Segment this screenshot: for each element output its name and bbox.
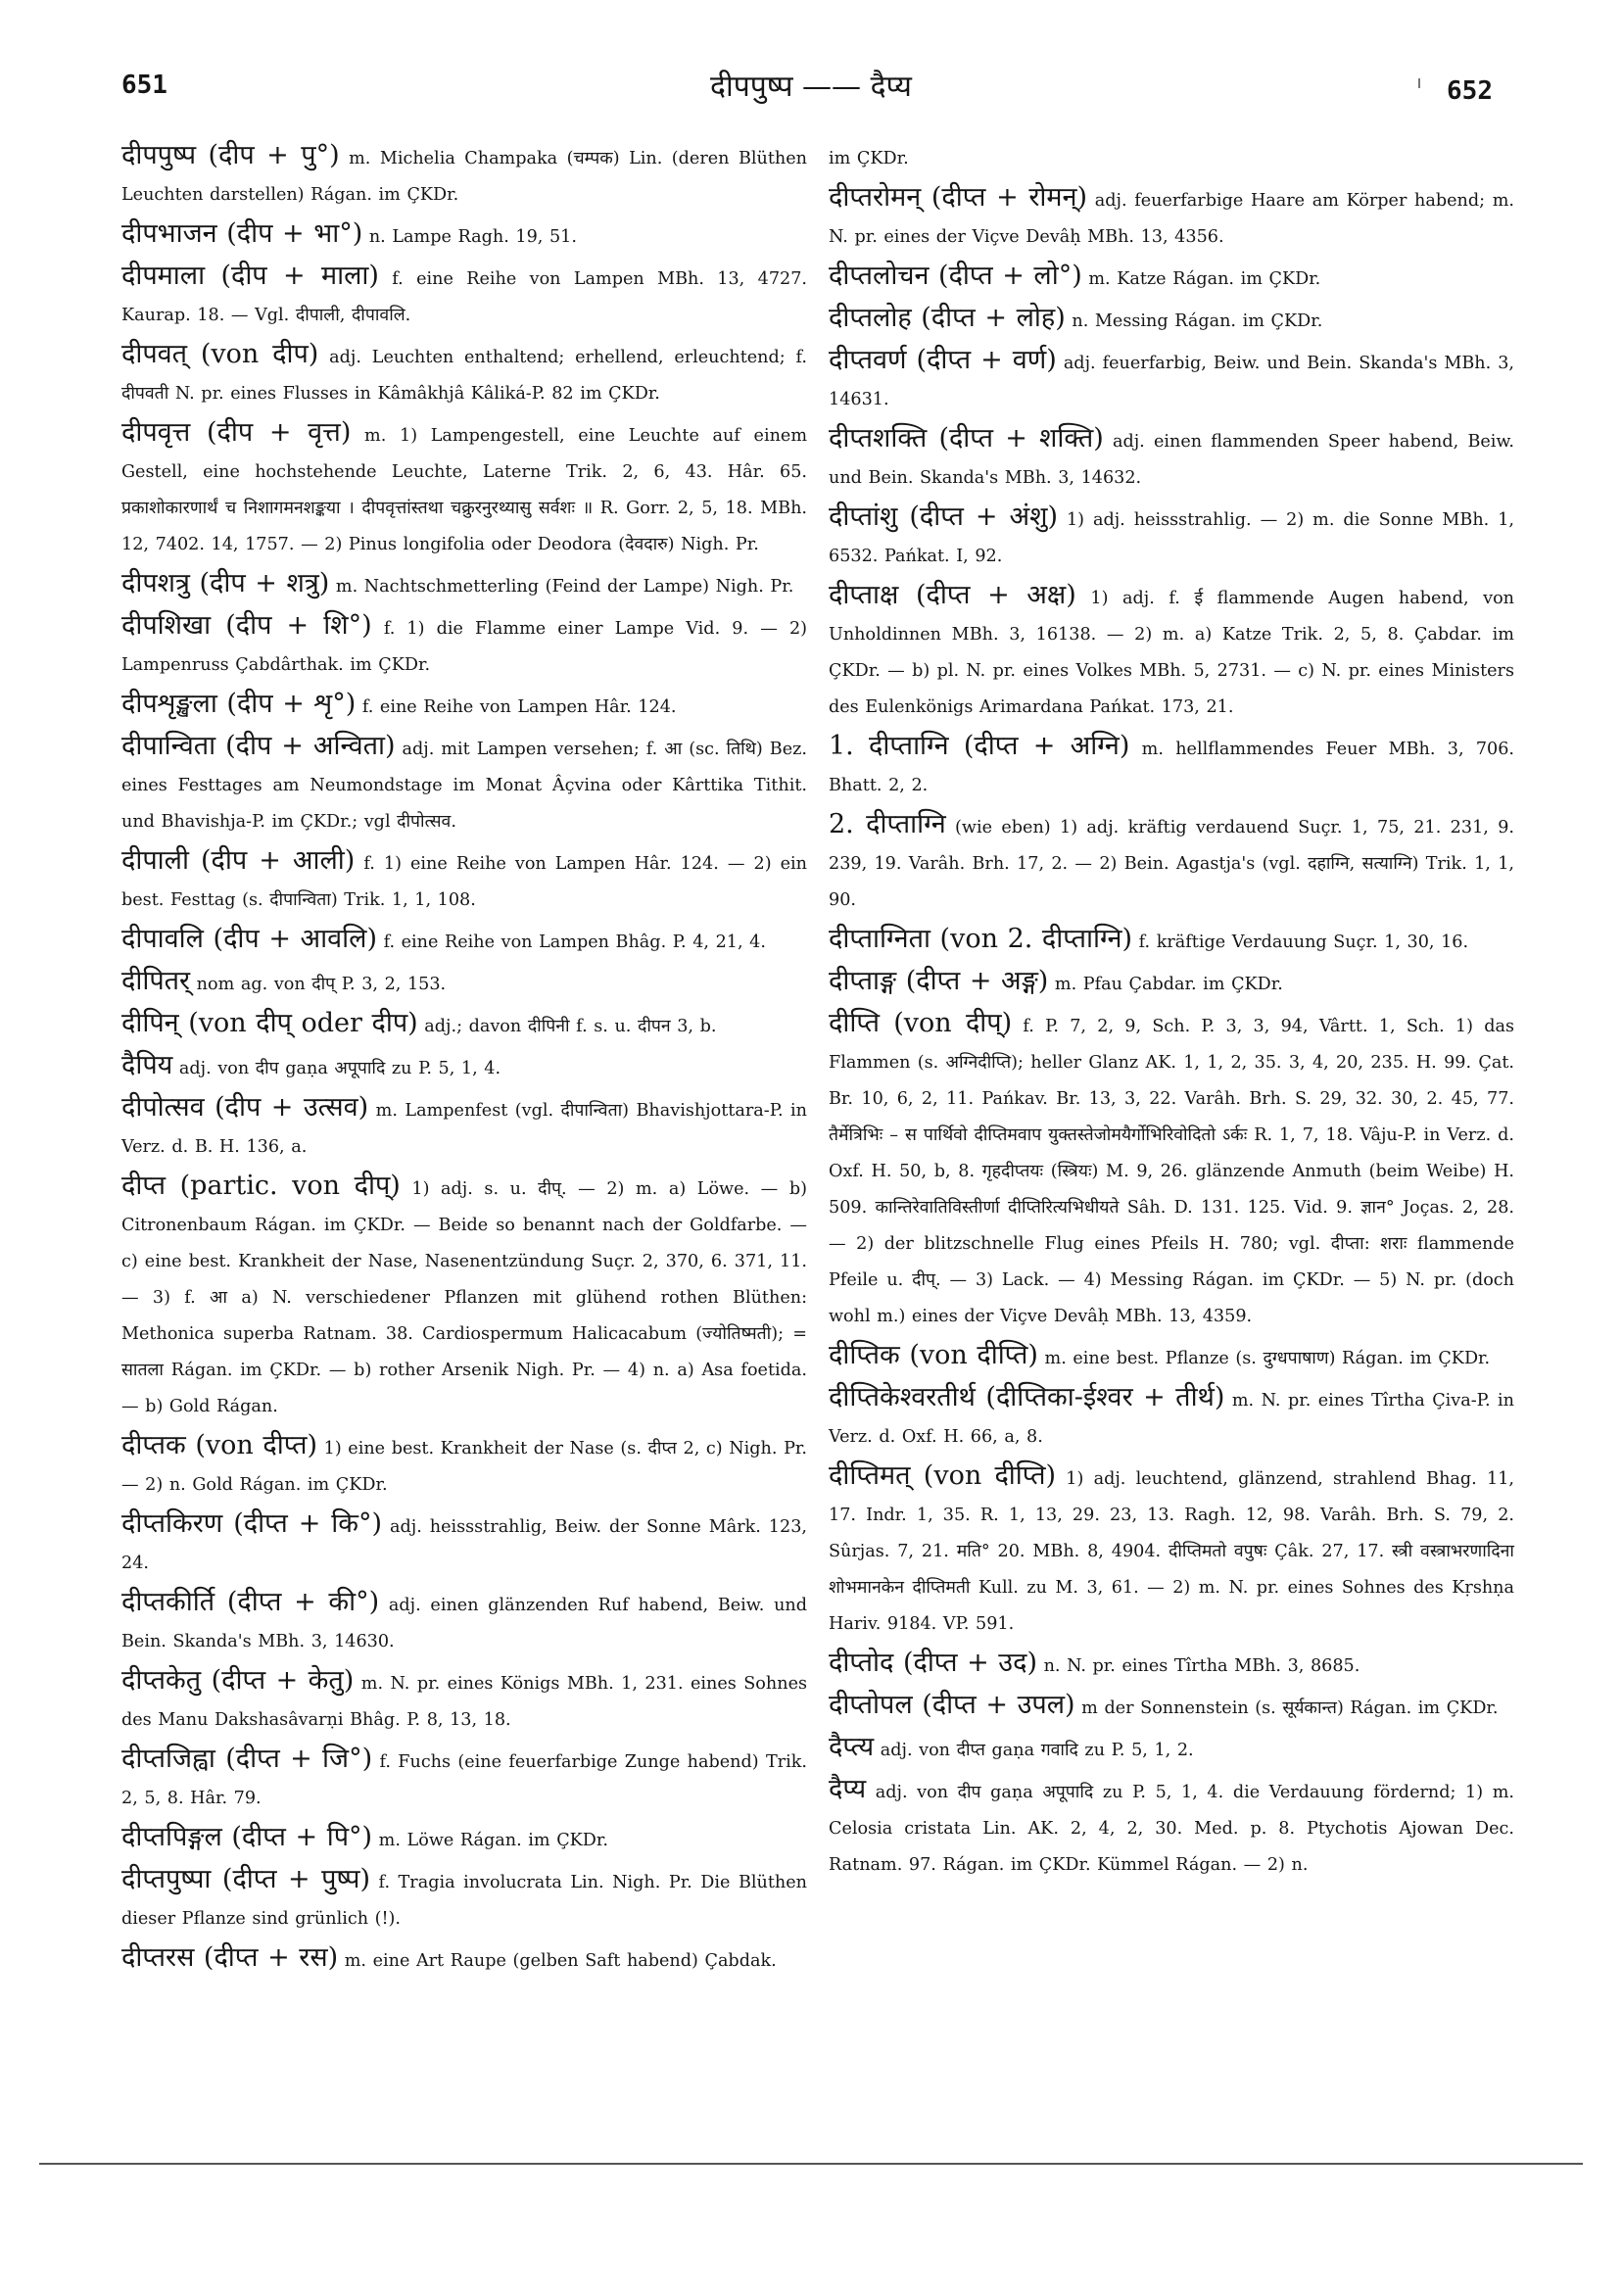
- entry-text: m. eine best. Pflanze (s. दुग्धपाषाण) Rágan. im ÇKDr.: [1037, 1349, 1491, 1368]
- entry-headword: दीप्तांशु (दीप्त + अंशु): [829, 502, 1058, 532]
- entry-headword: दीप्त (partic. von दीप्): [121, 1171, 401, 1201]
- entry-headword: दीपवृत्त (दीप + वृत्त): [121, 417, 352, 448]
- dictionary-entry: [121, 1861, 807, 1937]
- entry-headword: दीपिन् (von दीप् oder दीप): [121, 1008, 418, 1038]
- entry-headword: 2. दीप्ताग्नि: [829, 809, 946, 839]
- entry-headword: दीप्तलोह (दीप्त + लोह): [829, 303, 1066, 333]
- entry-headword: दीप्तपुष्पा (दीप्त + पुष्प): [121, 1864, 371, 1894]
- dictionary-entry: [829, 179, 1514, 256]
- entry-text: m der Sonnenstein (s. सूर्यकान्त) Rágan. im ÇKDr.: [1074, 1698, 1499, 1718]
- dictionary-entry: [829, 577, 1514, 726]
- entry-headword: दीप्तपिङ्गल (दीप्त + पि°): [121, 1822, 373, 1852]
- dictionary-entry: [121, 258, 807, 334]
- entry-headword: दीप्तिकेश्वरतीर्थ (दीप्तिका-ईश्वर + तीर्थ): [829, 1382, 1225, 1412]
- dictionary-entry: [829, 1729, 1514, 1769]
- entry-text: adj. von दीप gaṇa अपूपादि zu P. 5, 1, 4. die Verdauung fördernd; 1) m. Celosia cristata Lin. AK. 2, 4, 2, 30. Med. p. 8. Ptychotis Ajowan Dec. Ratnam. 97. Rágan. im ÇKDr. Kümmel Rágan. — 2) n.: [829, 1783, 1514, 1875]
- entry-text: m. eine Art Raupe (gelben Saft habend) Çabdak.: [338, 1951, 777, 1971]
- dictionary-entry: [121, 1427, 807, 1504]
- entry-text: f. Tragia involucrata Lin. Nigh. Pr. Die Blüthen dieser Pflanze sind grünlich (!).: [121, 1873, 807, 1929]
- entry-headword: दीपान्विता (दीप + अन्विता): [121, 731, 396, 761]
- entry-headword: 1. दीप्ताग्नि (दीप्त + अग्नि): [829, 731, 1130, 761]
- entry-headword: दीप्तोपल (दीप्त + उपल): [829, 1690, 1075, 1720]
- entry-text: adj.; davon दीपिनी f. s. u. दीपन 3, b.: [417, 1017, 717, 1036]
- dictionary-entry: [829, 806, 1514, 919]
- dictionary-entry: [829, 1458, 1514, 1643]
- entry-headword: दीपभाजन (दीप + भा°): [121, 218, 363, 249]
- entry-headword: दीपावलि (दीप + आवलि): [121, 924, 377, 954]
- entry-headword: दीप्ताग्निता (von 2. दीप्ताग्नि): [829, 924, 1133, 954]
- entry-text: adj. mit Lampen versehen; f. आ (sc. तिथि) Bez. eines Festtages am Neumondstage im Monat Âçvina oder Kârttika Tithit. und Bhavishja-P. im ÇKDr.; vgl दीपोत्सव.: [121, 740, 807, 832]
- dictionary-entry: [121, 1741, 807, 1817]
- entry-headword: दीप्तकीर्ति (दीप्त + की°): [121, 1587, 380, 1617]
- entry-headword: दीप्तिमत् (von दीप्ति): [829, 1460, 1057, 1491]
- dictionary-entry: [829, 1645, 1514, 1685]
- page-number-right: 652: [1447, 76, 1493, 106]
- entry-text: adj. feuerfarbige Haare am Körper habend; m. N. pr. eines der Viçve Devâḥ MBh. 13, 4356.: [829, 191, 1514, 247]
- entry-text: (wie eben) 1) adj. kräftig verdauend Suçr. 1, 75, 21. 231, 9. 239, 19. Varâh. Brh. 17, 2. — 2) Bein. Agastja's (vgl. दहाग्नि, सत्याग्नि) Trik. 1, 1, 90.: [829, 818, 1514, 910]
- entry-headword: दीपाली (दीप + आली): [121, 845, 356, 876]
- entry-headword: दीप्तलोचन (दीप्त + लो°): [829, 261, 1082, 291]
- dictionary-entry: [121, 137, 807, 214]
- dictionary-entry: [121, 336, 807, 412]
- left-column: [121, 137, 807, 1982]
- entry-text: m. Löwe Rágan. im ÇKDr.: [372, 1831, 608, 1850]
- entry-headword: दीपोत्सव (दीप + उत्सव): [121, 1092, 369, 1123]
- entry-text: 1) adj. s. u. दीप्. — 2) m. a) Löwe. — b) Citronenbaum Rágan. im ÇKDr. — Beide so benannt nach der Goldfarbe. — c) eine best. Krankheit der Nase, Nasenentzündung Suçr. 2, 370, 6. 371, 11. — 3) f. आ a) N. verschiedener Pflanzen mit glühend rothen Blüthen: Methonica superba Ratnam. 38. Cardiospermum Halicacabum (ज्योतिष्मती); = सातला Rágan. im ÇKDr. — b) rother Arsenik Nigh. Pr. — 4) n. a) Asa foetida. — b) Gold Rágan.: [121, 1179, 807, 1416]
- entry-text: m. Katze Rágan. im ÇKDr.: [1081, 269, 1321, 289]
- entry-text: m. Lampenfest (vgl. दीपान्विता) Bhavishjottara-P. in Verz. d. B. H. 136, a.: [121, 1101, 807, 1157]
- entry-text: 1) eine best. Krankheit der Nase (s. दीप्त 2, c) Nigh. Pr. — 2) n. Gold Rágan. im ÇKDr.: [121, 1439, 807, 1495]
- entry-text: f. 1) die Flamme einer Lampe Vid. 9. — 2) Lampenruss Çabdârthak. im ÇKDr.: [121, 619, 807, 675]
- entry-headword: दीप्तोद (दीप्त + उद): [829, 1648, 1037, 1678]
- entry-text: m. Michelia Champaka (चम्पक) Lin. (deren Blüthen Leuchten darstellen) Rágan. im ÇKDr.: [121, 149, 807, 205]
- entry-headword: दीप्तवर्ण (दीप्त + वर्ण): [829, 345, 1057, 375]
- entry-headword: दीपशिखा (दीप + शि°): [121, 610, 372, 641]
- dictionary-entry: [121, 1939, 807, 1980]
- entry-headword: दीपवत् (von दीप): [121, 339, 319, 369]
- dictionary-entry: [121, 607, 807, 684]
- dictionary-entry: [829, 258, 1514, 298]
- dictionary-entry: [829, 728, 1514, 804]
- entry-text: adj. feuerfarbig, Beiw. und Bein. Skanda's MBh. 3, 14631.: [829, 354, 1514, 409]
- entry-text: 1) adj. heissstrahlig. — 2) m. die Sonne MBh. 1, 6532. Pańkat. I, 92.: [829, 510, 1514, 566]
- entry-headword: दीप्तक (von दीप्त): [121, 1430, 317, 1460]
- entry-text: adj. heissstrahlig, Beiw. der Sonne Mârk. 123, 24.: [121, 1517, 807, 1573]
- dictionary-entry: [829, 300, 1514, 340]
- dictionary-entry: [121, 1089, 807, 1166]
- entry-headword: दीप्तिक (von दीप्ति): [829, 1340, 1038, 1370]
- entry-text: adj. von दीप्त gaṇa गवादि zu P. 5, 1, 2.: [874, 1741, 1194, 1760]
- entry-text: f. eine Reihe von Lampen Hâr. 124.: [356, 697, 677, 717]
- entry-text: adj. einen flammenden Speer habend, Beiw. und Bein. Skanda's MBh. 3, 14632.: [829, 432, 1514, 488]
- dictionary-entry: [829, 137, 1514, 177]
- dictionary-entry: [829, 1337, 1514, 1377]
- entry-headword: दीप्ति (von दीप्): [829, 1008, 1013, 1038]
- entry-headword: दीप्ताक्ष (दीप्त + अक्ष): [829, 580, 1076, 610]
- dictionary-entry: [121, 215, 807, 256]
- dictionary-entry: [121, 1005, 807, 1045]
- entry-text: im ÇKDr.: [829, 149, 909, 168]
- dictionary-entry: [121, 728, 807, 840]
- entry-headword: दीप्तकेतु (दीप्त + केतु): [121, 1665, 355, 1696]
- entry-headword: दीप्तकिरण (दीप्त + कि°): [121, 1508, 383, 1539]
- entry-headword: दैप्त्य: [829, 1732, 875, 1762]
- print-speck: [1418, 78, 1420, 88]
- entry-text: n. N. pr. eines Tîrtha MBh. 3, 8685.: [1036, 1656, 1360, 1676]
- entry-text: adj. einen glänzenden Ruf habend, Beiw. und Bein. Skanda's MBh. 3, 14630.: [121, 1596, 808, 1651]
- dictionary-entry: [829, 420, 1514, 497]
- entry-headword: दीपितर्: [121, 966, 191, 996]
- dictionary-entry: [829, 921, 1514, 961]
- entry-text: adj. Leuchten enthaltend; erhellend, erleuchtend; f. दीपवती N. pr. eines Flusses in Kâmâkhjâ Kâliká-P. 82 im ÇKDr.: [121, 348, 807, 404]
- entry-text: adj. von दीप gaṇa अपूपादि zu P. 5, 1, 4.: [172, 1059, 501, 1078]
- page-number-left: 651: [121, 71, 167, 100]
- entry-text: f. P. 7, 2, 9, Sch. P. 3, 3, 94, Vârtt. 1, Sch. 1) das Flammen (s. अग्निदीप्ति); heller Glanz AK. 1, 1, 2, 35. 3, 4, 20, 235. H. 99. Çat. Br. 10, 6, 2, 11. Pańkav. Br. 13, 3, 22. Varâh. Brh. S. 29, 32. 30, 2. 45, 77. तैर्मेत्रिभिः – स पार्थिवो दीप्तिमवाप युक्तस्तेजोमयैर्गोभिरिवोदितो ऽर्कः R. 1, 7, 18. Vâju-P. in Verz. d. Oxf. H. 50, b, 8. गृहदीप्तयः (स्त्रियः) M. 9, 26. glänzende Anmuth (beim Weibe) H. 509. कान्तिरेवातिविस्तीर्णा दीप्तिरित्यभिधीयते Sâh. D. 131. 125. Vid. 9. ज्ञान° Joças. 2, 28. — 2) der blitzschnelle Flug eines Pfeils H. 780; vgl. दीप्ता: शराः flammende Pfeile u. दीप्. — 3) Lack. — 4) Messing Rágan. im ÇKDr. — 5) N. pr. (doch wohl m.) eines der Viçve Devâḥ MBh. 13, 4359.: [829, 1017, 1514, 1326]
- entry-text: n. Lampe Ragh. 19, 51.: [362, 227, 577, 247]
- entry-text: n. Messing Rágan. im ÇKDr.: [1065, 311, 1323, 331]
- dictionary-entry: [121, 1662, 807, 1739]
- entry-headword: दीपशृङ्खला (दीप + शृ°): [121, 689, 357, 719]
- dictionary-entry: [121, 842, 807, 919]
- dictionary-entry: [121, 1819, 807, 1859]
- entry-text: m. N. pr. eines Königs MBh. 1, 231. eines Sohnes des Manu Dakshasâvarṇi Bhâg. P. 8, 13, 18.: [121, 1674, 808, 1730]
- entry-headword: दीप्तजिह्वा (दीप्त + जि°): [121, 1744, 373, 1774]
- entry-text: m. Nachtschmetterling (Feind der Lampe) Nigh. Pr.: [329, 577, 794, 597]
- dictionary-entry: [829, 963, 1514, 1003]
- entry-text: m. Pfau Çabdar. im ÇKDr.: [1048, 975, 1283, 994]
- entry-headword: दीप्तरस (दीप्त + रस): [121, 1942, 339, 1973]
- dictionary-entry: [121, 565, 807, 605]
- entry-text: 1) adj. f. ई flammende Augen habend, von Unholdinnen MBh. 3, 16138. — 2) m. a) Katze Trik. 2, 5, 8. Çabdar. im ÇKDr. — b) pl. N. pr. eines Volkes MBh. 5, 2731. — c) N. pr. eines Ministers des Eulenkönigs Arimardana Pańkat. 173, 21.: [829, 589, 1514, 717]
- dictionary-entry: [121, 963, 807, 1003]
- dictionary-entry: [829, 1379, 1514, 1456]
- dictionary-entry: [829, 342, 1514, 418]
- dictionary-entry: [121, 414, 807, 563]
- entry-text: f. eine Reihe von Lampen Bhâg. P. 4, 21, 4.: [376, 933, 766, 952]
- dictionary-entry: [121, 686, 807, 726]
- dictionary-entry: [121, 921, 807, 961]
- dictionary-entry: [829, 1771, 1514, 1884]
- entry-text: f. kräftige Verdauung Suçr. 1, 30, 16.: [1132, 933, 1469, 952]
- running-title: दीपपुष्प —— दैप्य: [710, 70, 912, 104]
- entry-text: m. 1) Lampengestell, eine Leuchte auf einem Gestell, eine hochstehende Leuchte, Laterne Trik. 2, 6, 43. Hâr. 65. प्रकाशोकारणार्थं च निशागमनशङ्कया । दीपवृत्तांस्तथा चक्रुरनुरथ्यासु सर्वशः ॥ R. Gorr. 2, 5, 18. MBh. 12, 7402. 14, 1757. — 2) Pinus longifolia oder Deodora (देवदारु) Nigh. Pr.: [121, 426, 808, 554]
- dictionary-entry: [121, 1168, 807, 1425]
- entry-text: nom ag. von दीप् P. 3, 2, 153.: [190, 975, 447, 994]
- footer-rule: [39, 2163, 1583, 2165]
- entry-headword: दीप्ताङ्ग (दीप्त + अङ्ग): [829, 966, 1049, 996]
- page-header: [118, 61, 1504, 120]
- right-column: [829, 137, 1514, 1886]
- entry-text: m. hellflammendes Feuer MBh. 3, 706. Bhatt. 2, 2.: [829, 740, 1514, 795]
- entry-text: f. 1) eine Reihe von Lampen Hâr. 124. — 2) ein best. Festtag (s. दीपान्विता) Trik. 1, 1, 108.: [121, 854, 807, 910]
- entry-headword: दीप्तशक्ति (दीप्त + शक्ति): [829, 423, 1104, 454]
- dictionary-entry: [121, 1506, 807, 1582]
- entry-text: 1) adj. leuchtend, glänzend, strahlend Bhag. 11, 17. Indr. 1, 35. R. 1, 13, 29. 23, 13. Ragh. 12, 98. Varâh. Brh. S. 79, 2. Sûrjas. 7, 21. मति° 20. MBh. 8, 4904. दीप्तिमतो वपुषः Çâk. 27, 17. स्त्री वस्त्राभरणादिना शोभमानकेन दीप्तिमती Kull. zu M. 3, 61. — 2) m. N. pr. eines Sohnes des Kṛshṇa Hariv. 9184. VP. 591.: [829, 1469, 1514, 1634]
- entry-headword: दीपमाला (दीप + माला): [121, 261, 379, 291]
- entry-headword: दीप्तरोमन् (दीप्त + रोमन्): [829, 182, 1088, 213]
- dictionary-entry: [829, 499, 1514, 575]
- dictionary-entry: [121, 1047, 807, 1087]
- entry-headword: दीपशत्रु (दीप + शत्रु): [121, 568, 330, 598]
- dictionary-entry: [829, 1687, 1514, 1727]
- entry-headword: दैपिय: [121, 1050, 173, 1080]
- entry-text: f. Fuchs (eine feuerfarbige Zunge habend) Trik. 2, 5, 8. Hâr. 79.: [121, 1752, 807, 1808]
- entry-text: m. N. pr. eines Tîrtha Çiva-P. in Verz. d. Oxf. H. 66, a, 8.: [829, 1391, 1514, 1447]
- dictionary-entry: [121, 1584, 807, 1660]
- dictionary-entry: [829, 1005, 1514, 1335]
- entry-headword: दीपपुष्प (दीप + पु°): [121, 140, 340, 170]
- entry-text: f. eine Reihe von Lampen MBh. 13, 4727. Kaurap. 18. — Vgl. दीपाली, दीपावलि.: [121, 269, 807, 325]
- entry-headword: दैप्य: [829, 1774, 867, 1804]
